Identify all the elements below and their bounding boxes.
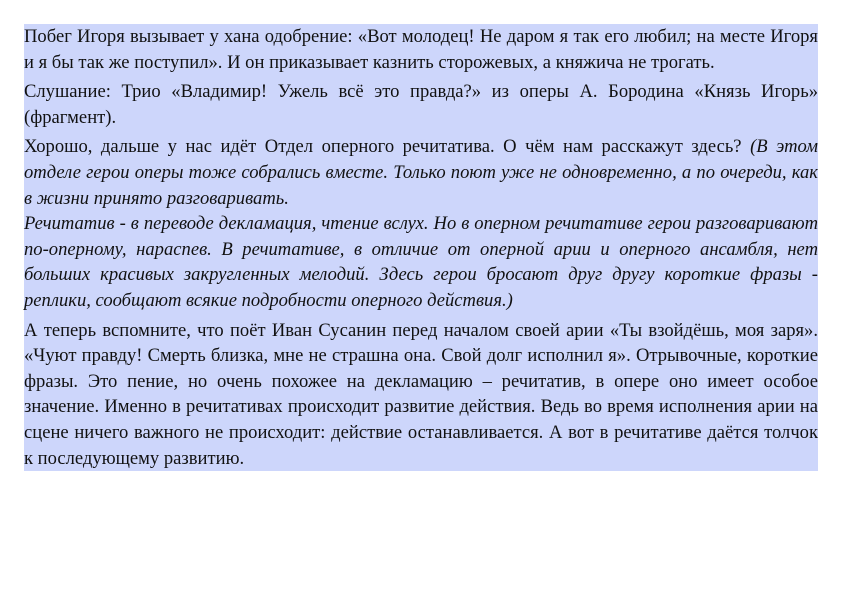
recitative-intro-italic: (В этом отделе герои оперы тоже собрались вместе. Только поют уже не одновременно, а по очереди, как в жизни принято разговаривать. bbox=[24, 136, 818, 209]
recitative-intro-normal: Хорошо, дальше у нас идёт Отдел оперного речитатива. О чём нам расскажут здесь? bbox=[24, 136, 751, 158]
paragraph-listening-trio: Слушание: Трио «Владимир! Ужель всё это правда?» из оперы А. Бородина «Князь Игорь» (фрагмент). bbox=[24, 81, 818, 128]
highlighted-text-block bbox=[24, 24, 818, 471]
paragraph-susanin-example: А теперь вспомните, что поёт Иван Сусанин перед началом своей арии «Ты взойдёшь, моя заря». «Чуют правду! Смерть близка, мне не страшна она. Свой долг исполнил я». Отрывочные, короткие фразы. Это пение, но очень похожее на декламацию – речитатив, в опере оно имеет особое значение. Именно в речитативах происходит развитие действия. Ведь во время исполнения арии на сцене ничего важного не происходит: действие останавливается. А вот в речитативе даётся толчок к последующему развитию. bbox=[24, 319, 818, 469]
paragraph-recitative-intro bbox=[24, 134, 818, 211]
paragraph-recitative-definition: Речитатив - в переводе декламация, чтение вслух. Но в оперном речитативе герои разговаривают по-оперному, нараспев. В речитативе, в отличие от оперной арии и оперного ансамбля, нет больших красивых закругленных мелодий. Здесь герои бросают друг другу короткие фразы - реплики, сообщают всякие подробности оперного действия.) bbox=[24, 213, 818, 311]
paragraph-khan-approval: Побег Игоря вызывает у хана одобрение: «Вот молодец! Не даром я так его любил; на месте Игоря и я бы так же поступил». И он приказывает казнить сторожевых, а княжича не трогать. bbox=[24, 26, 818, 73]
